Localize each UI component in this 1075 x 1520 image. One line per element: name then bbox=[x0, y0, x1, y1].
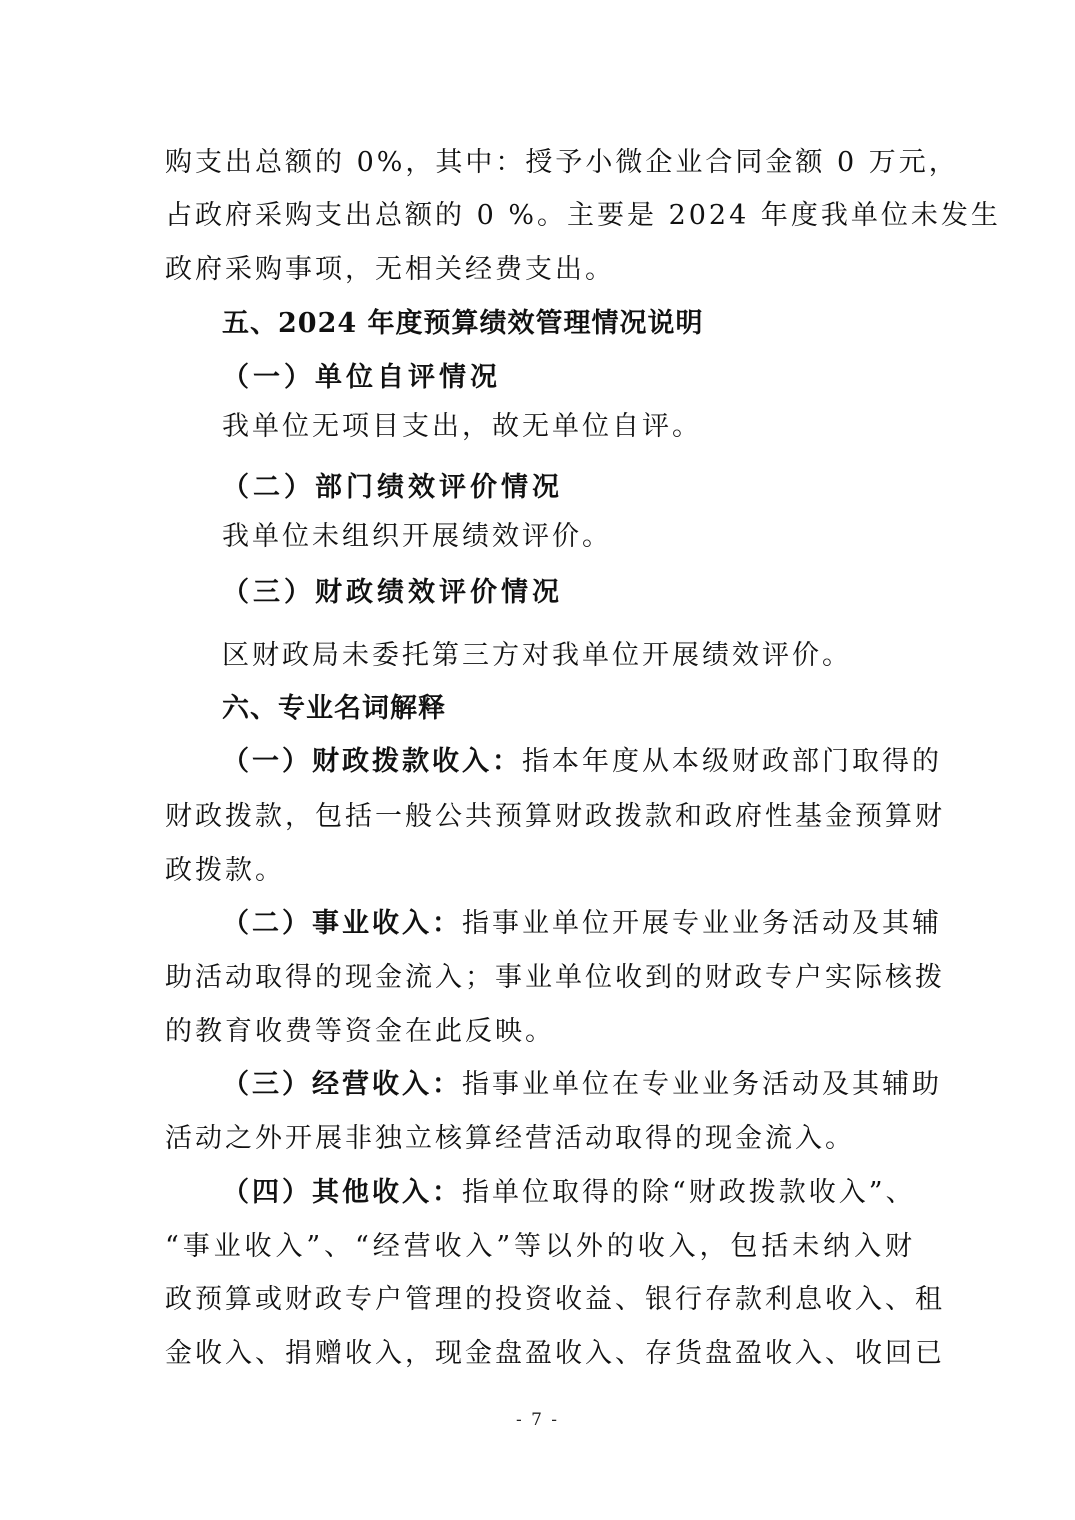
paragraph-line: 金收入、捐赠收入，现金盘盈收入、存货盘盈收入、收回已 bbox=[165, 1338, 945, 1369]
section-heading-6: 六、专业名词解释 bbox=[222, 693, 446, 724]
paragraph-line: 区财政局未委托第三方对我单位开展绩效评价。 bbox=[222, 640, 852, 671]
definition-term: （二）事业收入： bbox=[222, 908, 462, 939]
subheading-self-evaluation: （一）单位自评情况 bbox=[222, 362, 501, 393]
section-heading-5: 五、2024 年度预算绩效管理情况说明 bbox=[222, 308, 704, 339]
page-number: - 7 - bbox=[515, 1410, 560, 1430]
definition-line bbox=[222, 908, 942, 940]
paragraph-line: “事业收入”、“经营收入”等以外的收入，包括未纳入财 bbox=[165, 1231, 915, 1262]
definition-text: 指本年度从本级财政部门取得的 bbox=[522, 746, 942, 777]
paragraph-line: 政预算或财政专户管理的投资收益、银行存款利息收入、租 bbox=[165, 1284, 945, 1315]
paragraph-line: 活动之外开展非独立核算经营活动取得的现金流入。 bbox=[165, 1123, 855, 1154]
subheading-finance-evaluation: （三）财政绩效评价情况 bbox=[222, 577, 563, 608]
paragraph-line: 购支出总额的 0%，其中：授予小微企业合同金额 0 万元， bbox=[165, 147, 959, 178]
paragraph-line: 的教育收费等资金在此反映。 bbox=[165, 1016, 555, 1047]
definition-text: 指事业单位开展专业业务活动及其辅 bbox=[462, 908, 942, 939]
paragraph-line: 助活动取得的现金流入；事业单位收到的财政专户实际核拨 bbox=[165, 962, 945, 993]
paragraph-line: 财政拨款，包括一般公共预算财政拨款和政府性基金预算财 bbox=[165, 801, 945, 832]
paragraph-line: 占政府采购支出总额的 0 %。主要是 2024 年度我单位未发生 bbox=[165, 200, 1001, 231]
definition-term: （四）其他收入： bbox=[222, 1177, 462, 1208]
definition-line bbox=[222, 1069, 942, 1101]
definition-term: （一）财政拨款收入： bbox=[222, 746, 522, 777]
subheading-department-evaluation: （二）部门绩效评价情况 bbox=[222, 472, 563, 503]
paragraph-line: 我单位无项目支出，故无单位自评。 bbox=[222, 411, 702, 442]
paragraph-line: 政拨款。 bbox=[165, 855, 285, 886]
definition-term: （三）经营收入： bbox=[222, 1069, 462, 1100]
definition-line bbox=[222, 1177, 915, 1209]
paragraph-line: 我单位未组织开展绩效评价。 bbox=[222, 521, 612, 552]
definition-line bbox=[222, 746, 942, 778]
definition-text: 指单位取得的除“财政拨款收入”、 bbox=[462, 1177, 916, 1208]
definition-text: 指事业单位在专业业务活动及其辅助 bbox=[462, 1069, 942, 1100]
paragraph-line: 政府采购事项，无相关经费支出。 bbox=[165, 254, 615, 285]
